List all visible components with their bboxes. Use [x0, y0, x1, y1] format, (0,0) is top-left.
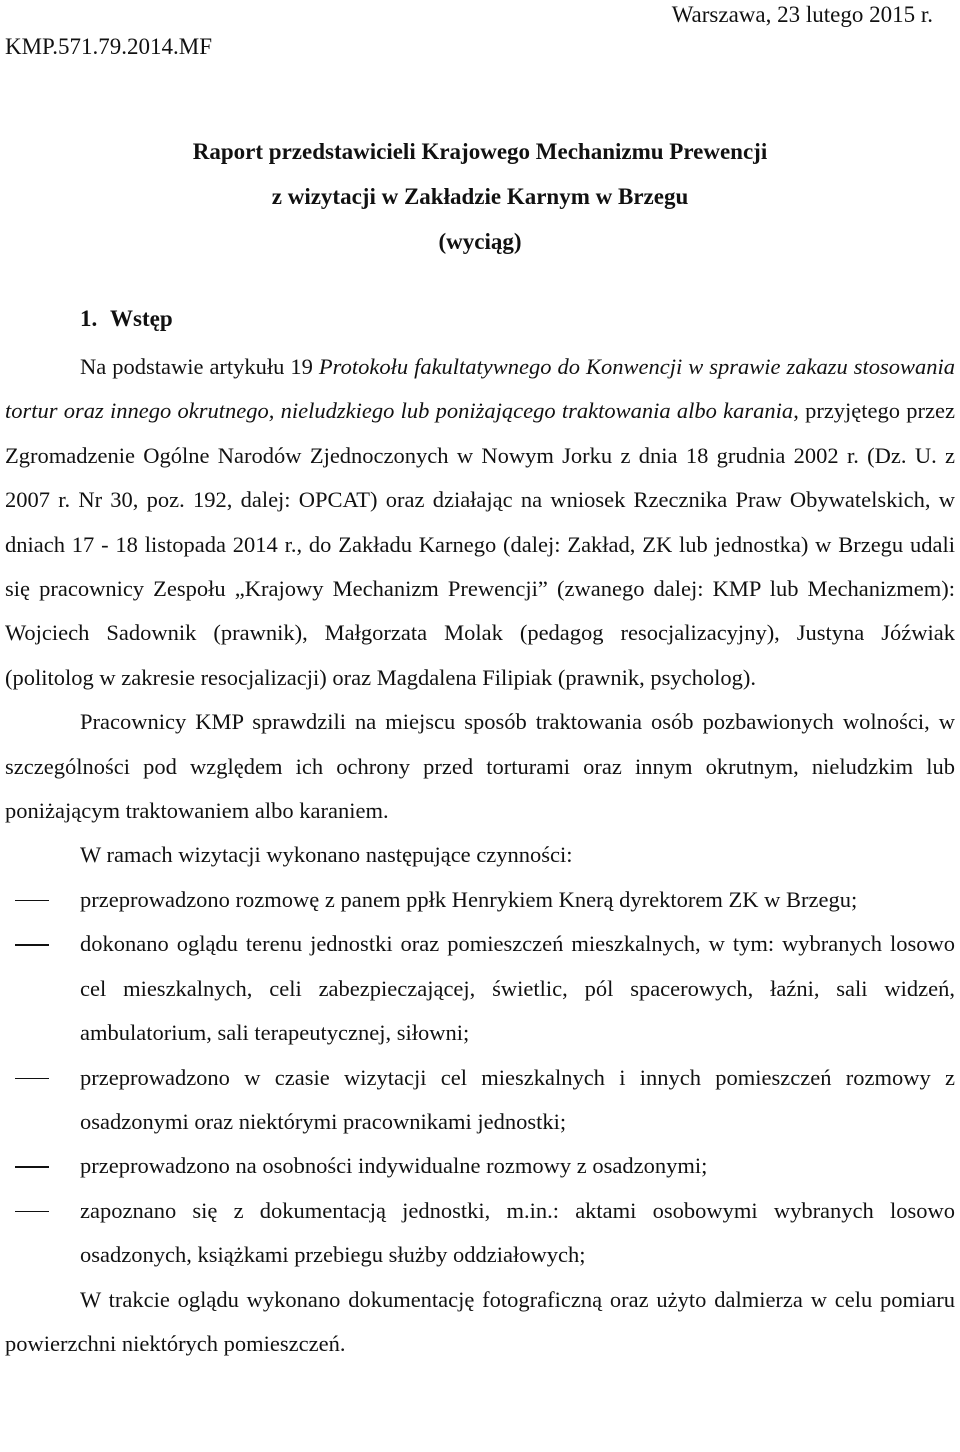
- list-item-text: przeprowadzono rozmowę z panem ppłk Henrykiem Knerą dyrektorem ZK w Brzegu;: [80, 886, 858, 912]
- title-line-1: Raport przedstawicieli Krajowego Mechanizmu Prewencji: [192, 139, 768, 164]
- document-body: [5, 345, 955, 1366]
- protocol-title: Protokołu fakultatywnego do Konwencji w sprawie zakazu stosowania tortur oraz innego okrutnego, nieludzkiego lub poniżającego traktowania albo karania: [5, 354, 956, 424]
- paragraph-legal-basis: [5, 345, 955, 700]
- section-number: 1.: [80, 306, 98, 331]
- section-title: Wstęp: [110, 306, 173, 331]
- list-item: [5, 1056, 955, 1145]
- paragraph-documentation: W trakcie oglądu wykonano dokumentację fotograficzną oraz użyto dalmierza w celu pomiaru powierzchni niektórych pomieszczeń.: [5, 1286, 955, 1356]
- list-item-text: przeprowadzono na osobności indywidualne rozmowy z osadzonymi;: [80, 1153, 708, 1179]
- reference-number: KMP.571.79.2014.MF: [5, 34, 213, 59]
- list-item: [5, 878, 955, 922]
- title-line-3: (wyciąg): [438, 229, 522, 254]
- section-heading: [80, 306, 173, 332]
- list-item-text: dokonano oglądu terenu jednostki oraz pomieszczeń mieszkalnych, w tym: wybranych losowo cel mieszkalnych, celi zabezpieczającej, świetlic, pól spacerowych, łaźni, sali widzeń, ambulatorium, sali terapeutycznej, siłowni;: [80, 931, 955, 1046]
- list-item-text: zapoznano się z dokumentacją jednostki, m.in.: aktami osobowymi wybranych losowo osadzonych, książkami przebiegu służby oddziałowych;: [80, 1197, 955, 1268]
- document-title: [0, 129, 960, 264]
- list-item: [5, 1189, 955, 1278]
- list-item-text: przeprowadzono w czasie wizytacji cel mieszkalnych i innych pomieszczeń rozmowy z osadzonymi oraz niektórymi pracownikami jednostki;: [80, 1064, 955, 1134]
- title-line-2: z wizytacji w Zakładzie Karnym w Brzegu: [271, 184, 689, 209]
- paragraph-legal-basis-end: , przyjętego przez Zgromadzenie Ogólne Narodów Zjednoczonych w Nowym Jorku z dnia 18 grudnia 2002 r. (Dz. U. z 2007 r. Nr 30, poz. 192, dalej: OPCAT) oraz działając na wniosek Rzecznika Praw Obywatelskich, w dniach 17 - 18 listopada 2014 r., do Zakładu Karnego (dalej: Zakład, ZK lub jednostka) w Brzegu udali się pracownicy Zespołu „Krajowy Mechanizm Prewencji” (zwanego dalej: KMP lub Mechanizmem): Wojciech Sadownik (prawnik), Małgorzata Molak (pedagog resocjalizacyjny), Justyna Jóźwiak (politolog w zakresie resocjalizacji) oraz Magdalena Filipiak (prawnik, psycholog).: [5, 398, 955, 690]
- paragraph-activities-intro: W ramach wizytacji wykonano następujące czynności:: [80, 842, 573, 868]
- paragraph-inspection-scope: Pracownicy KMP sprawdzili na miejscu sposób traktowania osób pozbawionych wolności, w szczególności pod względem ich ochrony przed torturami oraz innym okrutnym, nieludzkim lub poniżającym traktowaniem albo karaniem.: [5, 709, 955, 824]
- document-date: Warszawa, 23 lutego 2015 r.: [671, 2, 933, 27]
- list-item: [5, 922, 955, 1055]
- paragraph-legal-basis-start: Na podstawie artykułu 19: [80, 354, 319, 379]
- list-item: [5, 1144, 955, 1188]
- activities-list: [5, 878, 955, 1278]
